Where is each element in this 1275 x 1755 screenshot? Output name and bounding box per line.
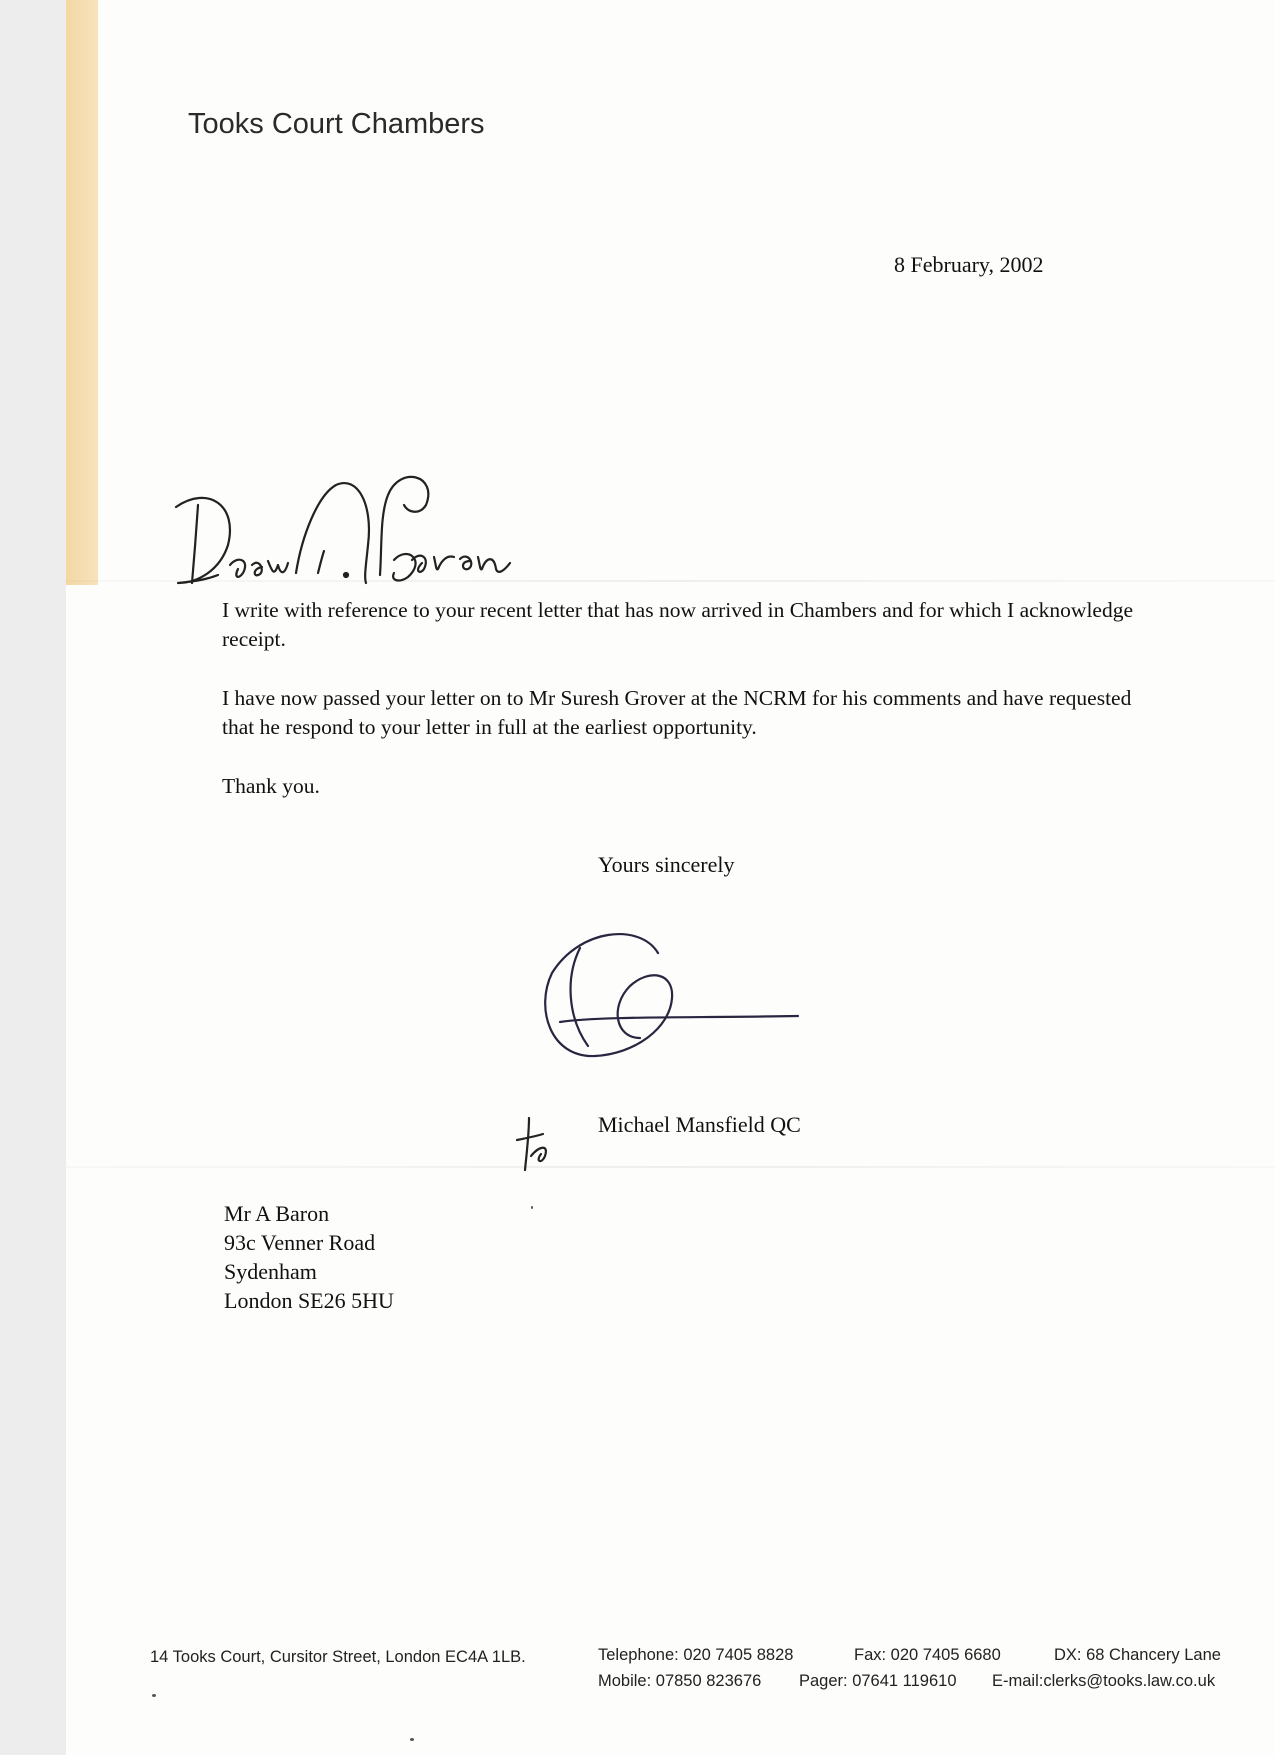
footer-fax: Fax: 020 7405 6680 [854,1646,1001,1664]
body-paragraph: I have now passed your letter on to Mr Suresh Grover at the NCRM for his comments and have requested that he respond to your letter in full at the earliest opportunity. [222,686,1132,739]
address-line: London SE26 5HU [224,1288,394,1313]
address-line: 93c Venner Road [224,1230,376,1255]
paper-speck [410,1738,414,1741]
letterhead-title: Tooks Court Chambers [188,108,485,140]
footer-address: 14 Tooks Court, Cursitor Street, London EC4A 1LB. [150,1648,526,1666]
letter-date: 8 February, 2002 [894,252,1044,277]
paper-speck [152,1694,156,1697]
signature-mark [540,918,810,1068]
paper-edge-strip [66,0,98,585]
footer-dx: DX: 68 Chancery Lane [1054,1646,1221,1664]
address-line: Mr A Baron [224,1201,330,1226]
signatory-name: Michael Mansfield QC [598,1112,801,1137]
fold-line [66,1166,1275,1168]
address-line: Sydenham [224,1259,317,1284]
footer-mobile: Mobile: 07850 823676 [598,1672,762,1690]
paper-speck [531,1206,533,1209]
footer-telephone: Telephone: 020 7405 8828 [598,1646,794,1664]
recipient-address [224,1199,394,1315]
initial-mark [515,1116,560,1172]
footer-email: E-mail:clerks@tooks.law.co.uk [992,1672,1216,1690]
letter-body [222,596,1152,831]
footer-pager: Pager: 07641 119610 [799,1672,957,1690]
body-paragraph: Thank you. [222,774,320,798]
handwritten-salutation [168,465,538,595]
closing-line: Yours sincerely [598,852,735,877]
body-paragraph: I write with reference to your recent letter that has now arrived in Chambers and for which I acknowledge receipt. [222,598,1133,651]
